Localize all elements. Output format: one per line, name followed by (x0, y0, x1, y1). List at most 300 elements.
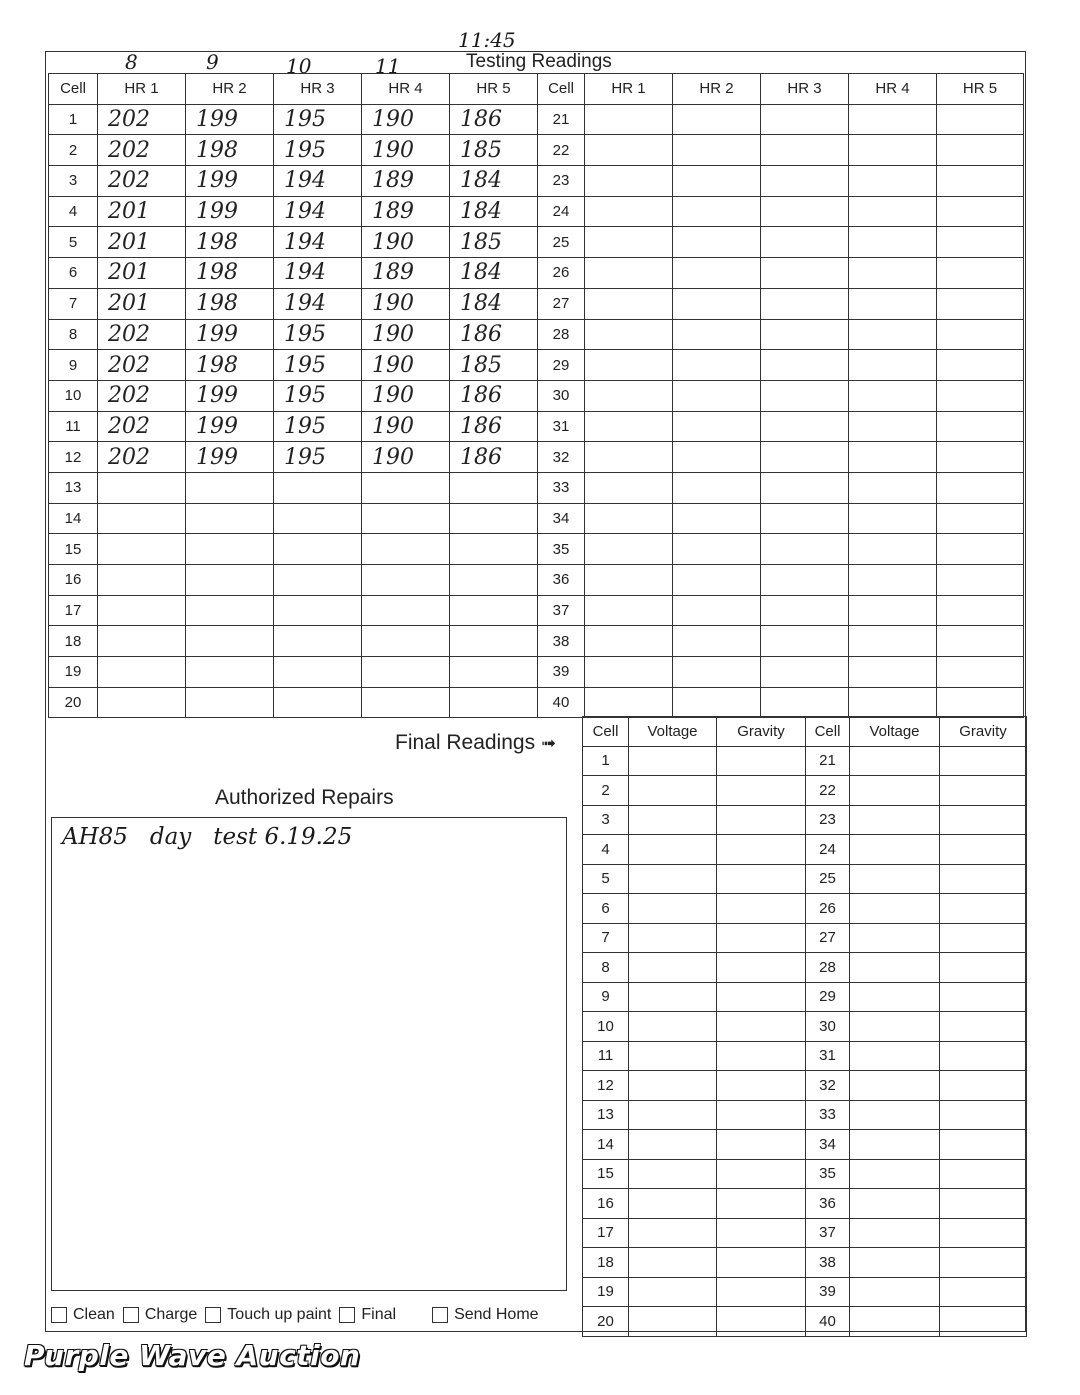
voltage-cell[interactable] (850, 1100, 940, 1130)
reading-cell[interactable]: 201 (98, 227, 186, 258)
reading-cell[interactable]: 186 (450, 104, 538, 135)
gravity-cell[interactable] (717, 1277, 806, 1307)
reading-cell[interactable]: 189 (362, 258, 450, 289)
reading-cell[interactable]: 184 (450, 196, 538, 227)
gravity-cell[interactable] (940, 776, 1027, 806)
reading-cell[interactable] (673, 626, 761, 657)
gravity-cell[interactable] (940, 1041, 1027, 1071)
reading-cell[interactable] (761, 565, 849, 596)
voltage-cell[interactable] (850, 746, 940, 776)
voltage-cell[interactable] (629, 1218, 717, 1248)
gravity-cell[interactable] (940, 1012, 1027, 1042)
reading-cell[interactable] (673, 196, 761, 227)
voltage-cell[interactable] (850, 1041, 940, 1071)
reading-cell[interactable]: 202 (98, 380, 186, 411)
clean-checkbox[interactable] (51, 1306, 115, 1324)
reading-cell[interactable] (761, 196, 849, 227)
reading-cell[interactable] (450, 626, 538, 657)
reading-cell[interactable]: 190 (362, 411, 450, 442)
reading-cell[interactable] (673, 227, 761, 258)
voltage-cell[interactable] (850, 1159, 940, 1189)
reading-cell[interactable] (585, 595, 673, 626)
gravity-cell[interactable] (717, 1189, 806, 1219)
reading-cell[interactable] (761, 380, 849, 411)
reading-cell[interactable] (585, 534, 673, 565)
voltage-cell[interactable] (850, 1307, 940, 1337)
reading-cell[interactable]: 186 (450, 319, 538, 350)
reading-cell[interactable]: 195 (274, 442, 362, 473)
reading-cell[interactable]: 189 (362, 196, 450, 227)
reading-cell[interactable] (761, 166, 849, 197)
reading-cell[interactable] (937, 196, 1024, 227)
cell-number: 21 (538, 104, 585, 135)
reading-cell[interactable] (673, 503, 761, 534)
reading-cell[interactable] (274, 595, 362, 626)
reading-cell[interactable] (585, 565, 673, 596)
reading-cell[interactable] (274, 626, 362, 657)
reading-cell[interactable]: 189 (362, 166, 450, 197)
reading-cell[interactable] (937, 258, 1024, 289)
reading-cell[interactable] (849, 258, 937, 289)
voltage-cell[interactable] (629, 923, 717, 953)
voltage-cell[interactable] (629, 1277, 717, 1307)
gravity-cell[interactable] (717, 746, 806, 776)
cell-number: 6 (583, 894, 629, 924)
reading-cell[interactable] (585, 104, 673, 135)
voltage-cell[interactable] (850, 835, 940, 865)
reading-cell[interactable] (673, 288, 761, 319)
reading-cell[interactable]: 201 (98, 288, 186, 319)
gravity-cell[interactable] (717, 1248, 806, 1278)
reading-cell[interactable] (937, 135, 1024, 166)
reading-cell[interactable] (849, 534, 937, 565)
reading-cell[interactable] (937, 565, 1024, 596)
reading-cell[interactable]: 195 (274, 104, 362, 135)
reading-cell[interactable] (761, 258, 849, 289)
reading-cell[interactable] (186, 657, 274, 688)
gravity-cell[interactable] (940, 894, 1027, 924)
reading-cell[interactable]: 186 (450, 442, 538, 473)
checkbox-box[interactable] (51, 1307, 67, 1323)
reading-cell[interactable] (937, 657, 1024, 688)
reading-cell[interactable]: 198 (186, 135, 274, 166)
reading-cell[interactable]: 201 (98, 196, 186, 227)
reading-cell[interactable] (274, 472, 362, 503)
reading-cell[interactable]: 202 (98, 442, 186, 473)
reading-cell[interactable] (585, 442, 673, 473)
voltage-cell[interactable] (629, 1189, 717, 1219)
reading-cell[interactable] (98, 503, 186, 534)
reading-cell[interactable]: 199 (186, 380, 274, 411)
reading-cell[interactable] (450, 565, 538, 596)
reading-cell[interactable] (937, 626, 1024, 657)
reading-cell[interactable]: 190 (362, 442, 450, 473)
reading-cell[interactable] (849, 288, 937, 319)
reading-cell[interactable] (761, 411, 849, 442)
reading-cell[interactable]: 202 (98, 411, 186, 442)
reading-cell[interactable] (937, 503, 1024, 534)
gravity-cell[interactable] (717, 1218, 806, 1248)
reading-cell[interactable] (98, 565, 186, 596)
gravity-cell[interactable] (940, 864, 1027, 894)
reading-cell[interactable] (450, 595, 538, 626)
reading-cell[interactable] (585, 380, 673, 411)
gravity-cell[interactable] (717, 835, 806, 865)
gravity-cell[interactable] (717, 953, 806, 983)
reading-cell[interactable]: 194 (274, 166, 362, 197)
reading-cell[interactable]: 190 (362, 104, 450, 135)
reading-cell[interactable] (274, 657, 362, 688)
reading-cell[interactable]: 194 (274, 258, 362, 289)
final-checkbox[interactable] (339, 1306, 396, 1324)
reading-cell[interactable] (937, 288, 1024, 319)
gravity-cell[interactable] (717, 1012, 806, 1042)
reading-cell[interactable]: 190 (362, 350, 450, 381)
gravity-cell[interactable] (940, 1307, 1027, 1337)
gravity-cell[interactable] (940, 982, 1027, 1012)
reading-cell[interactable] (362, 534, 450, 565)
reading-cell[interactable] (450, 472, 538, 503)
reading-cell[interactable]: 199 (186, 411, 274, 442)
reading-cell[interactable]: 190 (362, 135, 450, 166)
reading-cell[interactable] (761, 442, 849, 473)
reading-cell[interactable] (761, 135, 849, 166)
reading-cell[interactable] (673, 135, 761, 166)
reading-cell[interactable] (186, 565, 274, 596)
reading-cell[interactable]: 186 (450, 380, 538, 411)
reading-cell[interactable] (937, 442, 1024, 473)
reading-cell[interactable] (98, 472, 186, 503)
voltage-cell[interactable] (629, 746, 717, 776)
voltage-cell[interactable] (850, 982, 940, 1012)
reading-cell[interactable] (673, 442, 761, 473)
reading-cell[interactable] (585, 288, 673, 319)
cell-number: 2 (583, 776, 629, 806)
voltage-cell[interactable] (629, 1071, 717, 1101)
gravity-cell[interactable] (717, 894, 806, 924)
reading-cell[interactable] (450, 657, 538, 688)
voltage-cell[interactable] (850, 1012, 940, 1042)
gravity-cell[interactable] (940, 1189, 1027, 1219)
voltage-cell[interactable] (629, 864, 717, 894)
reading-cell[interactable] (673, 380, 761, 411)
reading-cell[interactable] (362, 472, 450, 503)
reading-cell[interactable]: 202 (98, 319, 186, 350)
cell-number: 8 (49, 319, 98, 350)
reading-cell[interactable] (362, 657, 450, 688)
reading-cell[interactable]: 195 (274, 380, 362, 411)
reading-cell[interactable] (585, 503, 673, 534)
reading-cell[interactable] (274, 565, 362, 596)
reading-cell[interactable]: 195 (274, 350, 362, 381)
reading-cell[interactable] (585, 657, 673, 688)
reading-cell[interactable]: 184 (450, 288, 538, 319)
reading-cell[interactable] (274, 503, 362, 534)
voltage-cell[interactable] (850, 864, 940, 894)
gravity-cell[interactable] (717, 923, 806, 953)
gravity-cell[interactable] (717, 1100, 806, 1130)
reading-cell[interactable] (450, 534, 538, 565)
voltage-cell[interactable] (629, 1130, 717, 1160)
reading-cell[interactable]: 184 (450, 258, 538, 289)
gravity-cell[interactable] (717, 864, 806, 894)
reading-cell[interactable] (98, 657, 186, 688)
reading-cell[interactable] (585, 258, 673, 289)
reading-cell[interactable] (362, 503, 450, 534)
reading-cell[interactable] (186, 687, 274, 718)
voltage-cell[interactable] (629, 894, 717, 924)
reading-cell[interactable] (362, 626, 450, 657)
voltage-cell[interactable] (629, 1012, 717, 1042)
reading-cell[interactable] (761, 657, 849, 688)
reading-cell[interactable] (849, 657, 937, 688)
voltage-cell[interactable] (629, 982, 717, 1012)
reading-cell[interactable] (673, 319, 761, 350)
reading-cell[interactable]: 202 (98, 104, 186, 135)
reading-cell[interactable] (585, 350, 673, 381)
voltage-cell[interactable] (629, 835, 717, 865)
reading-cell[interactable] (937, 380, 1024, 411)
reading-cell[interactable] (98, 595, 186, 626)
cell-number: 9 (49, 350, 98, 381)
reading-cell[interactable] (186, 472, 274, 503)
reading-cell[interactable] (849, 380, 937, 411)
reading-cell[interactable]: 194 (274, 196, 362, 227)
gravity-cell[interactable] (940, 1100, 1027, 1130)
checkbox-box[interactable] (123, 1307, 139, 1323)
gravity-cell[interactable] (717, 805, 806, 835)
reading-cell[interactable]: 198 (186, 258, 274, 289)
reading-cell[interactable] (186, 626, 274, 657)
gravity-cell[interactable] (940, 1071, 1027, 1101)
voltage-cell[interactable] (629, 776, 717, 806)
reading-cell[interactable] (849, 166, 937, 197)
voltage-cell[interactable] (850, 923, 940, 953)
reading-cell[interactable] (761, 288, 849, 319)
cell-number: 4 (583, 835, 629, 865)
gravity-cell[interactable] (717, 1159, 806, 1189)
touch-up-paint-checkbox[interactable] (205, 1306, 331, 1324)
reading-cell[interactable]: 190 (362, 227, 450, 258)
checkbox-box[interactable] (339, 1307, 355, 1323)
voltage-cell[interactable] (629, 805, 717, 835)
reading-cell[interactable] (761, 626, 849, 657)
reading-cell[interactable] (673, 104, 761, 135)
voltage-cell[interactable] (629, 1159, 717, 1189)
gravity-cell[interactable] (717, 1130, 806, 1160)
watermark: Purple Wave Auction (24, 1339, 361, 1372)
reading-cell[interactable] (450, 687, 538, 718)
reading-cell[interactable] (673, 472, 761, 503)
reading-cell[interactable]: 199 (186, 104, 274, 135)
reading-cell[interactable]: 195 (274, 411, 362, 442)
gravity-cell[interactable] (717, 1307, 806, 1337)
reading-cell[interactable] (761, 350, 849, 381)
voltage-cell[interactable] (850, 894, 940, 924)
reading-cell[interactable] (761, 595, 849, 626)
reading-cell[interactable]: 199 (186, 196, 274, 227)
gravity-cell[interactable] (940, 835, 1027, 865)
voltage-cell[interactable] (629, 1248, 717, 1278)
reading-cell[interactable] (761, 687, 849, 718)
reading-cell[interactable]: 199 (186, 442, 274, 473)
reading-cell[interactable]: 198 (186, 350, 274, 381)
voltage-cell[interactable] (850, 953, 940, 983)
reading-cell[interactable]: 185 (450, 135, 538, 166)
reading-cell[interactable] (673, 258, 761, 289)
voltage-cell[interactable] (850, 1130, 940, 1160)
reading-cell[interactable] (585, 472, 673, 503)
reading-cell[interactable] (673, 565, 761, 596)
reading-cell[interactable] (761, 534, 849, 565)
gravity-cell[interactable] (940, 953, 1027, 983)
reading-cell[interactable] (362, 595, 450, 626)
reading-cell[interactable]: 199 (186, 166, 274, 197)
reading-cell[interactable] (849, 442, 937, 473)
reading-cell[interactable]: 194 (274, 227, 362, 258)
reading-cell[interactable] (186, 503, 274, 534)
reading-cell[interactable] (937, 319, 1024, 350)
reading-cell[interactable]: 190 (362, 380, 450, 411)
reading-cell[interactable]: 195 (274, 319, 362, 350)
reading-cell[interactable]: 185 (450, 227, 538, 258)
reading-cell[interactable] (585, 319, 673, 350)
reading-cell[interactable] (937, 227, 1024, 258)
reading-cell[interactable] (849, 472, 937, 503)
reading-cell[interactable]: 184 (450, 166, 538, 197)
reading-cell[interactable] (186, 595, 274, 626)
reading-cell[interactable] (274, 687, 362, 718)
reading-cell[interactable] (585, 227, 673, 258)
reading-cell[interactable] (673, 595, 761, 626)
voltage-cell[interactable] (850, 1189, 940, 1219)
gravity-cell[interactable] (717, 776, 806, 806)
voltage-cell[interactable] (629, 1041, 717, 1071)
voltage-cell[interactable] (629, 953, 717, 983)
reading-cell[interactable] (849, 319, 937, 350)
reading-cell[interactable] (585, 687, 673, 718)
reading-cell[interactable] (673, 350, 761, 381)
checkbox-box[interactable] (432, 1307, 448, 1323)
reading-cell[interactable] (849, 227, 937, 258)
reading-cell[interactable] (186, 534, 274, 565)
authorized-repairs-box[interactable] (51, 817, 567, 1291)
cell-number: 36 (806, 1189, 850, 1219)
reading-cell[interactable]: 202 (98, 166, 186, 197)
voltage-cell[interactable] (850, 1277, 940, 1307)
reading-cell[interactable] (673, 687, 761, 718)
reading-cell[interactable] (673, 534, 761, 565)
reading-cell[interactable] (937, 472, 1024, 503)
voltage-cell[interactable] (629, 1307, 717, 1337)
cell-number: 10 (583, 1012, 629, 1042)
reading-cell[interactable] (362, 687, 450, 718)
gravity-cell[interactable] (940, 1218, 1027, 1248)
gravity-cell[interactable] (717, 982, 806, 1012)
voltage-cell[interactable] (850, 1248, 940, 1278)
send-home-checkbox[interactable] (432, 1306, 539, 1324)
reading-cell[interactable] (849, 595, 937, 626)
voltage-cell[interactable] (850, 805, 940, 835)
reading-cell[interactable] (585, 411, 673, 442)
reading-cell[interactable] (585, 196, 673, 227)
gravity-cell[interactable] (940, 746, 1027, 776)
checkbox-box[interactable] (205, 1307, 221, 1323)
reading-cell[interactable] (98, 687, 186, 718)
reading-cell[interactable] (362, 565, 450, 596)
gravity-cell[interactable] (717, 1071, 806, 1101)
gravity-cell[interactable] (940, 1130, 1027, 1160)
reading-cell[interactable] (849, 503, 937, 534)
reading-cell[interactable]: 201 (98, 258, 186, 289)
reading-cell[interactable] (585, 626, 673, 657)
reading-cell[interactable] (937, 350, 1024, 381)
reading-cell[interactable] (98, 626, 186, 657)
reading-cell[interactable] (450, 503, 538, 534)
reading-cell[interactable] (937, 411, 1024, 442)
reading-cell[interactable] (761, 319, 849, 350)
gravity-cell[interactable] (940, 805, 1027, 835)
reading-cell[interactable] (761, 503, 849, 534)
reading-cell[interactable] (849, 565, 937, 596)
reading-cell[interactable] (937, 534, 1024, 565)
reading-cell[interactable]: 198 (186, 288, 274, 319)
reading-cell[interactable]: 199 (186, 319, 274, 350)
reading-cell[interactable] (761, 104, 849, 135)
reading-cell[interactable]: 202 (98, 135, 186, 166)
reading-cell[interactable] (849, 626, 937, 657)
reading-cell[interactable] (937, 595, 1024, 626)
reading-cell[interactable] (849, 411, 937, 442)
gravity-cell[interactable] (940, 923, 1027, 953)
reading-cell[interactable]: 194 (274, 288, 362, 319)
reading-cell[interactable] (585, 166, 673, 197)
reading-cell[interactable]: 198 (186, 227, 274, 258)
reading-cell[interactable] (937, 687, 1024, 718)
reading-cell[interactable] (673, 411, 761, 442)
reading-cell[interactable] (937, 104, 1024, 135)
gravity-cell[interactable] (940, 1159, 1027, 1189)
reading-cell[interactable]: 190 (362, 288, 450, 319)
reading-cell[interactable] (274, 534, 362, 565)
reading-cell[interactable]: 185 (450, 350, 538, 381)
reading-cell[interactable] (673, 657, 761, 688)
voltage-cell[interactable] (629, 1100, 717, 1130)
gravity-cell[interactable] (940, 1277, 1027, 1307)
reading-cell[interactable] (761, 227, 849, 258)
reading-cell[interactable] (585, 135, 673, 166)
reading-cell[interactable] (849, 104, 937, 135)
reading-cell[interactable]: 195 (274, 135, 362, 166)
reading-cell[interactable] (849, 196, 937, 227)
gravity-cell[interactable] (940, 1248, 1027, 1278)
reading-cell[interactable] (761, 472, 849, 503)
reading-cell[interactable] (937, 166, 1024, 197)
reading-cell[interactable] (673, 166, 761, 197)
reading-cell[interactable]: 186 (450, 411, 538, 442)
reading-cell[interactable] (849, 350, 937, 381)
voltage-cell[interactable] (850, 776, 940, 806)
voltage-cell[interactable] (850, 1071, 940, 1101)
reading-cell[interactable] (849, 687, 937, 718)
reading-cell[interactable]: 202 (98, 350, 186, 381)
voltage-cell[interactable] (850, 1218, 940, 1248)
reading-cell[interactable] (849, 135, 937, 166)
gravity-cell[interactable] (717, 1041, 806, 1071)
reading-cell[interactable]: 190 (362, 319, 450, 350)
reading-cell[interactable] (98, 534, 186, 565)
charge-checkbox[interactable] (123, 1306, 197, 1324)
